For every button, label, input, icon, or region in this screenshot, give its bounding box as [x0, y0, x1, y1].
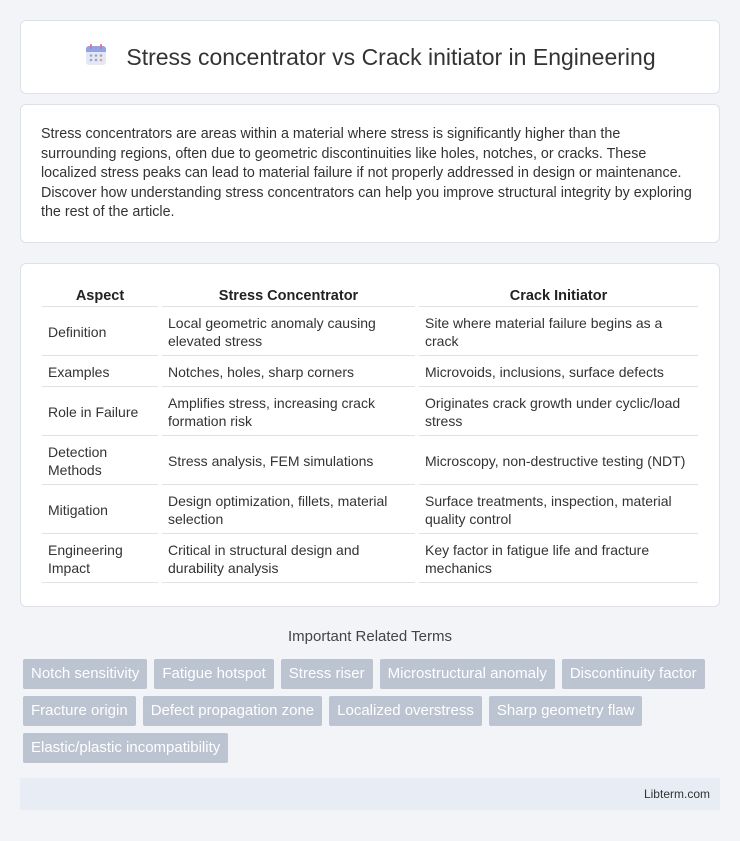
table-cell: Site where material failure begins as a crack: [419, 307, 698, 356]
term-tag[interactable]: Sharp geometry flaw: [489, 696, 643, 726]
term-tag[interactable]: Notch sensitivity: [23, 659, 147, 689]
term-tag[interactable]: Fracture origin: [23, 696, 136, 726]
table-cell: Design optimization, fillets, material selection: [162, 485, 415, 534]
table-cell: Stress analysis, FEM simulations: [162, 436, 415, 485]
table-cell: Amplifies stress, increasing crack formation risk: [162, 387, 415, 436]
table-cell: Originates crack growth under cyclic/load stress: [419, 387, 698, 436]
column-header-crack-initiator: Crack Initiator: [419, 284, 698, 307]
table-cell: Definition: [42, 307, 158, 356]
intro-card: [20, 104, 720, 243]
related-terms-heading: Important Related Terms: [288, 628, 452, 645]
table-cell: Detection Methods: [42, 436, 158, 485]
term-tag[interactable]: Microstructural anomaly: [380, 659, 555, 689]
term-tag[interactable]: Localized overstress: [329, 696, 482, 726]
comparison-table-card: [20, 263, 720, 607]
column-header-aspect: Aspect: [42, 284, 158, 307]
column-header-stress-concentrator: Stress Concentrator: [162, 284, 415, 307]
footer-site-link[interactable]: Libterm.com: [643, 787, 710, 801]
table-cell: Engineering Impact: [42, 534, 158, 583]
table-row: [42, 534, 698, 583]
title-card: [20, 20, 720, 94]
term-tag[interactable]: Elastic/plastic incompatibility: [23, 733, 228, 763]
table-row: [42, 485, 698, 534]
intro-text: Stress concentrators are areas within a material where stress is significantly higher than the surrounding regions, often due to geometric discontinuities like holes, notches, or cracks. These localized stress peaks can lead to material failure if not properly addressed in design or maintenance. Discover how understanding stress concentrators can help you improve structural integrity by exploring the rest of the article.: [41, 126, 692, 221]
table-cell: Microscopy, non-destructive testing (NDT): [419, 436, 698, 485]
term-tag[interactable]: Discontinuity factor: [562, 659, 705, 689]
related-terms-list: [23, 659, 723, 763]
calendar-icon: [84, 43, 108, 72]
table-cell: Notches, holes, sharp corners: [162, 356, 415, 387]
term-tag[interactable]: Fatigue hotspot: [154, 659, 273, 689]
footer: [20, 778, 720, 810]
table-cell: Local geometric anomaly causing elevated stress: [162, 307, 415, 356]
table-cell: Role in Failure: [42, 387, 158, 436]
term-tag[interactable]: Stress riser: [281, 659, 373, 689]
table-cell: Examples: [42, 356, 158, 387]
comparison-table: [38, 284, 702, 583]
table-row: [42, 436, 698, 485]
table-cell: Microvoids, inclusions, surface defects: [419, 356, 698, 387]
table-row: [42, 356, 698, 387]
term-tag[interactable]: Defect propagation zone: [143, 696, 322, 726]
table-header-row: [42, 284, 698, 307]
table-cell: Key factor in fatigue life and fracture mechanics: [419, 534, 698, 583]
table-row: [42, 307, 698, 356]
table-row: [42, 387, 698, 436]
table-cell: Mitigation: [42, 485, 158, 534]
table-cell: Critical in structural design and durability analysis: [162, 534, 415, 583]
page-title: Stress concentrator vs Crack initiator in Engineering: [126, 43, 656, 70]
table-cell: Surface treatments, inspection, material quality control: [419, 485, 698, 534]
